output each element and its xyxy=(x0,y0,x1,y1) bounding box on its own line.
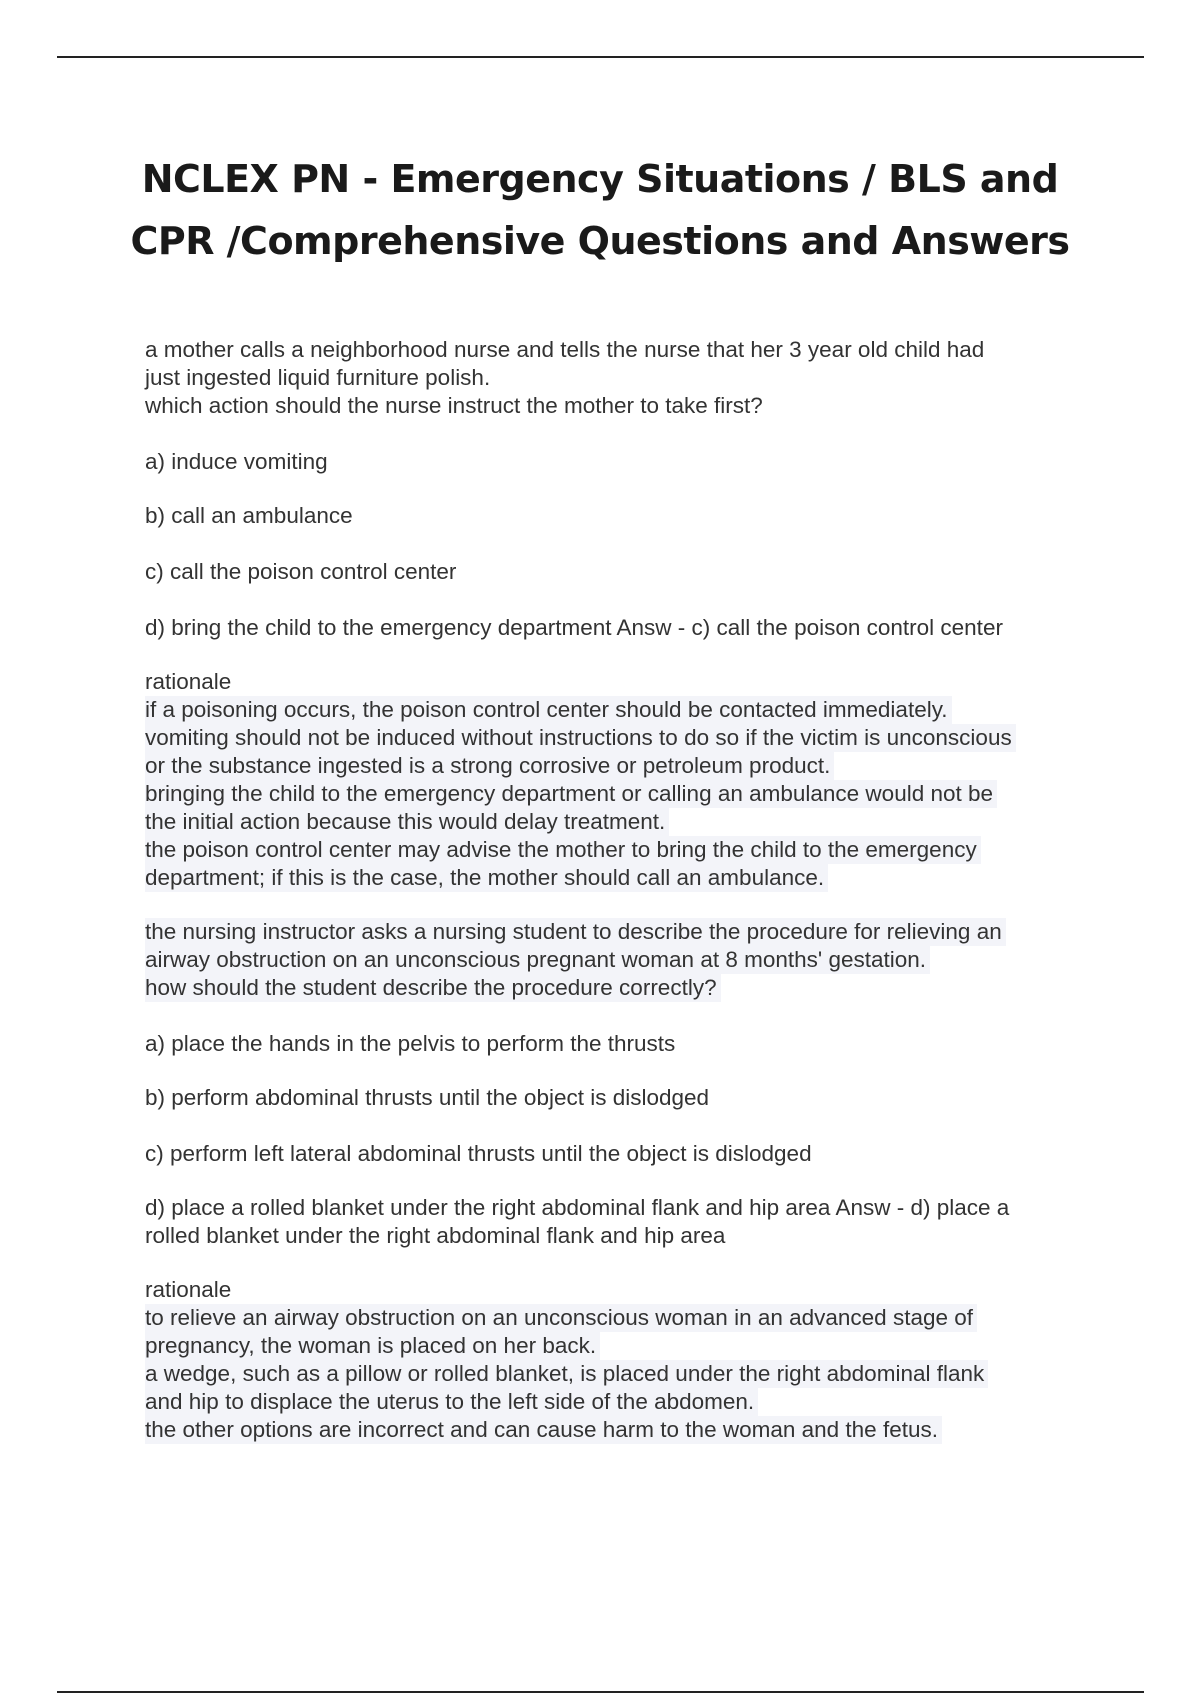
stem-line: how should the student describe the procedure correctly? xyxy=(145,974,721,1002)
option-a: a) induce vomiting xyxy=(145,449,328,474)
rationale-block xyxy=(145,668,1105,892)
option-d-answer: d) bring the child to the emergency department Answ - c) call the poison control center xyxy=(145,615,1003,640)
option-c: c) call the poison control center xyxy=(145,559,457,584)
rationale-line: vomiting should not be induced without instructions to do so if the victim is unconscious xyxy=(145,724,1016,752)
rationale-line: department; if this is the case, the mother should call an ambulance. xyxy=(145,864,828,892)
rationale-line: a wedge, such as a pillow or rolled blanket, is placed under the right abdominal flank xyxy=(145,1360,988,1388)
stem-line: which action should the nurse instruct the mother to take first? xyxy=(145,393,763,418)
question-2 xyxy=(145,918,1105,1444)
stem-line: just ingested liquid furniture polish. xyxy=(145,365,491,390)
rationale-line: pregnancy, the woman is placed on her back. xyxy=(145,1332,600,1360)
rationale-line: to relieve an airway obstruction on an unconscious woman in an advanced stage of xyxy=(145,1304,977,1332)
rationale-line: or the substance ingested is a strong corrosive or petroleum product. xyxy=(145,752,834,780)
rationale-line: and hip to displace the uterus to the left side of the abdomen. xyxy=(145,1388,758,1416)
answer-line: rolled blanket under the right abdominal flank and hip area xyxy=(145,1223,726,1248)
rationale-line: the initial action because this would delay treatment. xyxy=(145,808,669,836)
rationale-line: the poison control center may advise the mother to bring the child to the emergency xyxy=(145,836,981,864)
question-2-stem xyxy=(145,918,1105,1002)
rationale-label: rationale xyxy=(145,669,232,694)
rationale-line: bringing the child to the emergency department or calling an ambulance would not be xyxy=(145,780,997,808)
rationale-line: if a poisoning occurs, the poison control center should be contacted immediately. xyxy=(145,696,952,724)
option-c: c) perform left lateral abdominal thrusts until the object is dislodged xyxy=(145,1141,812,1166)
top-rule xyxy=(57,56,1144,58)
title-line: NCLEX PN - Emergency Situations / BLS and xyxy=(141,157,1059,201)
option-d-answer xyxy=(145,1194,1105,1250)
rationale-label: rationale xyxy=(145,1277,232,1302)
answer-line: d) place a rolled blanket under the right abdominal flank and hip area Answ - d) place a xyxy=(145,1195,1010,1220)
document-title xyxy=(100,148,1100,272)
bottom-rule xyxy=(57,1691,1144,1693)
title-line: CPR /Comprehensive Questions and Answers xyxy=(130,219,1070,263)
option-b: b) perform abdominal thrusts until the object is dislodged xyxy=(145,1085,710,1110)
question-1 xyxy=(145,336,1105,892)
stem-line: a mother calls a neighborhood nurse and tells the nurse that her 3 year old child had xyxy=(145,337,985,362)
document-body xyxy=(145,336,1105,1444)
question-1-stem xyxy=(145,336,1105,420)
option-a: a) place the hands in the pelvis to perform the thrusts xyxy=(145,1031,676,1056)
option-b: b) call an ambulance xyxy=(145,503,353,528)
rationale-block xyxy=(145,1276,1105,1444)
stem-line: the nursing instructor asks a nursing student to describe the procedure for relieving an xyxy=(145,918,1006,946)
stem-line: airway obstruction on an unconscious pregnant woman at 8 months' gestation. xyxy=(145,946,930,974)
rationale-line: the other options are incorrect and can cause harm to the woman and the fetus. xyxy=(145,1416,942,1444)
